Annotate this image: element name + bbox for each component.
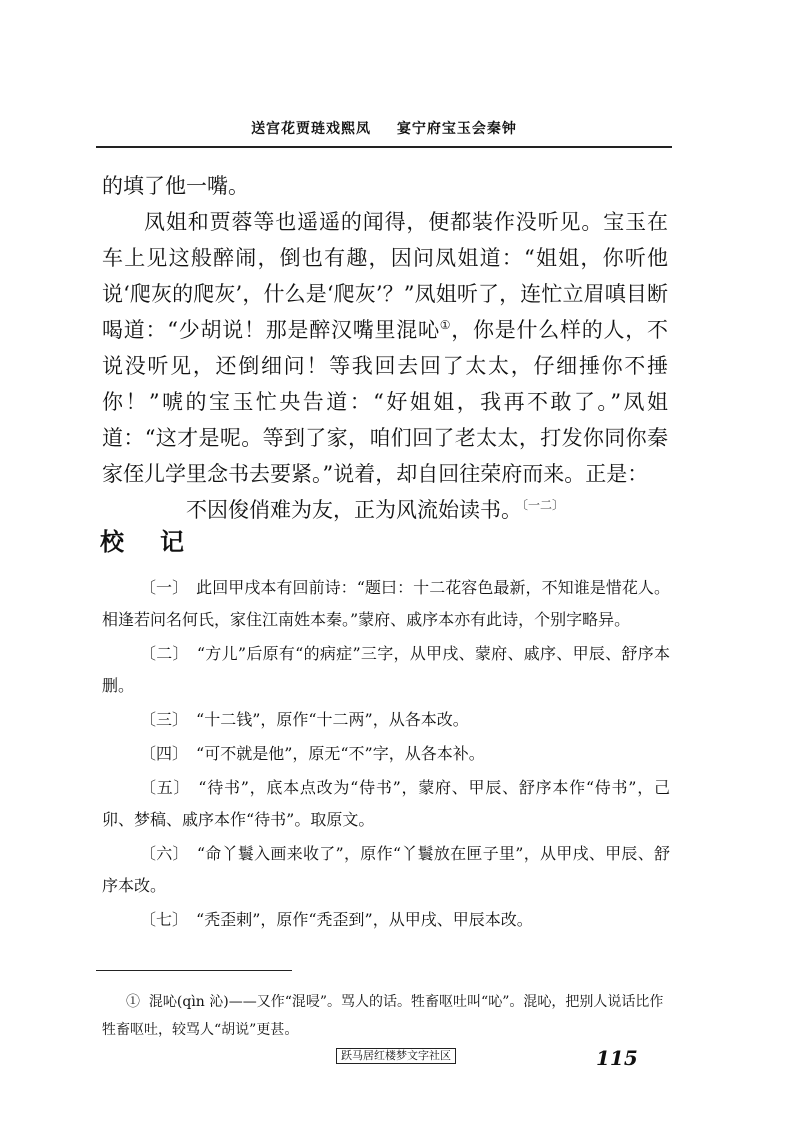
verse-text: 不因俊俏难为友，正为风流始读书。 [186,498,522,522]
note-number: 〔四〕 [140,744,189,763]
paragraph-text-cont: ，你是什么样的人，不说没听见，还倒细问！等我回去回了太太，仔细捶你不捶你！”唬的宝玉忙央告道：“好姐姐，我再不敢了。”凤姐道：“这才是呢。等到了家，咱们回了老太太，打发你同你秦家侄儿学里念书去要紧。”说着，却自回往荣府而来。正是： [102,318,668,486]
header-left-title: 送宫花贾琏戏熙凤 [251,121,372,137]
note-item [102,738,670,770]
note-item [102,772,670,836]
note-item [102,572,670,636]
note-number: 〔三〕 [140,710,189,729]
note-number: 〔一〕 [140,578,189,597]
note-item [102,904,670,936]
note-reference[interactable]: 〔一二〕 [522,498,565,512]
source-stamp: 跃马居红楼梦文字社区 [336,1048,456,1064]
note-text: 此回甲戌本有回前诗：“题曰：十二花容色最新，不知谁是惜花人。相逢若问名何氏，家住江南姓本秦。”蒙府、戚序本亦有此诗，个别字略异。 [102,578,670,629]
footnote-text: 混吣(qìn 沁)——又作“混唚”。骂人的话。牲畜呕吐叫“吣”。混吣，把别人说话比作牲畜呕吐，较骂人“胡说”更甚。 [102,994,664,1038]
paragraph [102,204,668,492]
page-number: 115 [596,1046,638,1070]
main-text [102,168,668,528]
note-text: “待书”，底本点改为“侍书”，蒙府、甲辰、舒序本作“侍书”，己卯、梦稿、戚序本作“待书”。取原文。 [102,778,670,829]
note-item [102,638,670,702]
footnote-marker: ① [126,994,140,1010]
note-item [102,704,670,736]
footnote-paragraph [102,988,670,1044]
note-text: “方儿”后原有“的病症”三字，从甲戌、蒙府、戚序、甲辰、舒序本删。 [102,644,670,695]
note-text: “可不就是他”，原无“不”字，从各本补。 [196,744,485,763]
note-text: “十二钱”，原作“十二两”，从各本改。 [196,710,469,729]
section-title: 校记 [100,527,220,556]
header-right-title: 宴宁府宝玉会秦钟 [396,121,517,137]
header-divider [96,146,672,148]
running-header [96,118,672,138]
paragraph: 的填了他一嘴。 [102,174,249,198]
footnote [102,988,670,1044]
footnote-divider [96,970,292,971]
footnote-marker[interactable]: ① [439,318,452,332]
note-number: 〔六〕 [140,844,189,863]
note-text: “秃歪剌”，原作“秃歪到”，从甲戌、甲辰本改。 [196,910,533,929]
note-text: “命丫鬟入画来收了”，原作“丫鬟放在匣子里”，从甲戌、甲辰、舒序本改。 [102,844,670,895]
paragraph-text: 凤姐和贾蓉等也遥遥的闻得，便都装作没听见。宝玉在车上见这般醉闹，倒也有趣，因问凤姐道：“姐姐，你听他说‘爬灰的爬灰’，什么是‘爬灰’？”凤姐听了，连忙立眉嗔目断喝道：“少胡说！那是醉汉嘴里混吣 [102,210,668,342]
note-number: 〔七〕 [140,910,189,929]
note-number: 〔五〕 [140,778,191,797]
collation-notes [102,572,670,938]
note-item [102,838,670,902]
note-number: 〔二〕 [140,644,189,663]
